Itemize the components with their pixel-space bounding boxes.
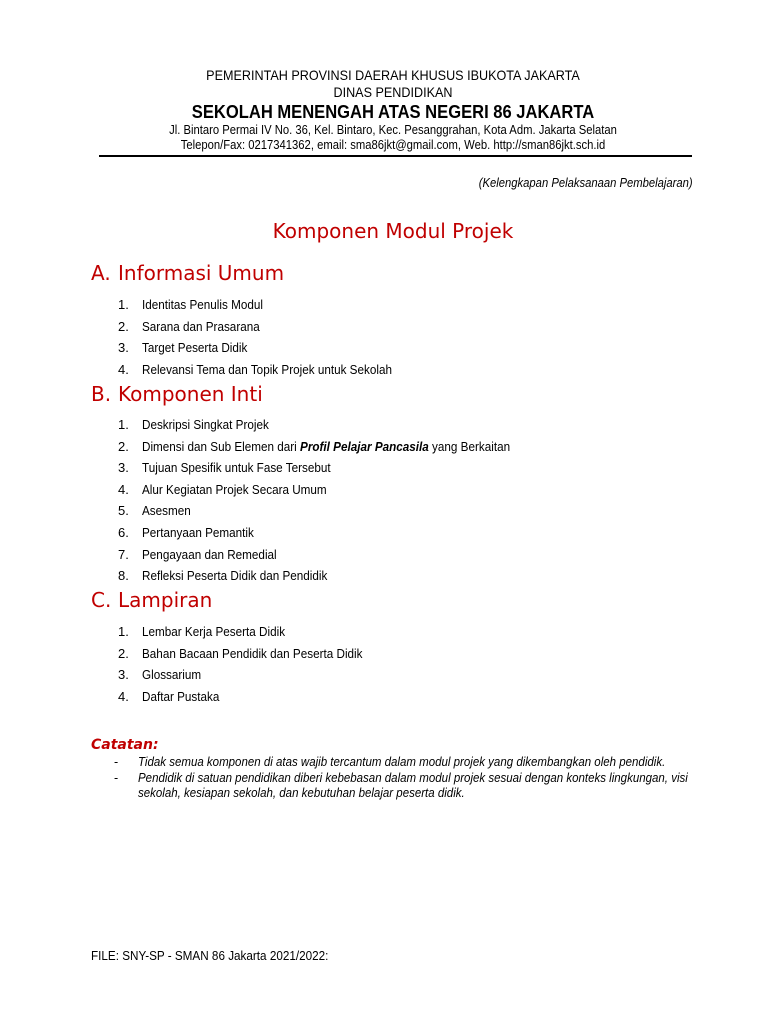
list-number: 5. [118,503,129,519]
list-number: 4. [118,481,129,497]
section-letter: A. [91,261,111,285]
list-text: Relevansi Tema dan Topik Projek untuk Sekolah [142,361,392,377]
footer-file-label: FILE: SNY-SP - SMAN 86 Jakarta 2021/2022: [91,948,329,963]
list-text-emphasis: Profil Pelajar Pancasila [300,438,429,454]
list-number: 3. [118,340,129,356]
note-dash: - [114,755,119,769]
section-a-heading [91,261,284,285]
list-item [118,416,551,438]
section-letter: C. [91,588,112,612]
list-item [118,645,387,667]
letterhead-address: Jl. Bintaro Permai IV No. 36, Kel. Bintaro, Kec. Pesanggrahan, Kota Adm. Jakarta Selatan [169,123,617,137]
list-text: Bahan Bacaan Pendidik dan Peserta Didik [142,645,363,661]
notes-title: Catatan: [91,737,159,753]
list-item [118,339,420,361]
section-b-heading [91,382,263,406]
letterhead-contact: Telepon/Fax: 0217341362, email: sma86jkt@gmail.com, Web. http://sman86jkt.sch.id [180,138,606,152]
letterhead [0,67,768,153]
note-item [114,771,694,802]
document-subtitle: (Kelengkapan Pelaksanaan Pembelajaran) [479,176,693,190]
list-item [118,481,551,503]
section-a-list [118,296,420,382]
list-item [118,502,551,524]
list-text: Asesmen [142,503,191,519]
list-text: Sarana dan Prasarana [142,318,260,334]
list-item [118,688,387,710]
list-text: Lembar Kerja Peserta Didik [142,624,286,639]
list-text: Glossarium [142,667,202,683]
list-item [118,666,387,688]
section-title: Lampiran [118,588,213,612]
note-text: Tidak semua komponen di atas wajib tercantum dalam modul projek yang dikembangkan oleh pendidik. [138,755,666,769]
section-title: Komponen Inti [118,382,263,406]
list-text: Tujuan Spesifik untuk Fase Tersebut [142,460,331,476]
list-number: 4. [118,361,129,377]
list-text: Target Peserta Didik [142,340,248,356]
list-text: Daftar Pustaka [142,688,220,704]
letterhead-divider [99,155,692,157]
list-number: 2. [118,318,129,334]
list-text-part: Dimensi dan Sub Elemen dari [142,438,301,454]
list-number: 1. [118,624,129,639]
section-c-list [118,623,387,709]
letterhead-government: PEMERINTAH PROVINSI DAERAH KHUSUS IBUKOTA JAKARTA [206,67,580,83]
list-number: 3. [118,667,129,683]
list-item [118,546,551,568]
list-item [118,296,420,318]
note-item [114,755,694,771]
list-item [118,459,551,481]
list-text: Pengayaan dan Remedial [142,546,277,562]
section-title: Informasi Umum [118,261,285,285]
list-text: Deskripsi Singkat Projek [142,417,269,432]
list-number: 3. [118,460,129,476]
section-c-heading [91,588,212,612]
note-dash: - [114,770,119,785]
list-item [118,567,551,589]
list-text-part: yang Berkaitan [428,438,511,454]
list-number: 6. [118,524,129,540]
letterhead-department: DINAS PENDIDIKAN [333,84,453,100]
list-number: 2. [118,645,129,661]
list-number: 1. [118,417,129,432]
section-b-list [118,416,551,589]
list-number: 4. [118,688,129,704]
list-number: 2. [118,438,129,454]
list-number: 7. [118,546,129,562]
list-number: 8. [118,568,129,584]
list-item [118,524,551,546]
list-item [118,623,387,645]
list-text: Identitas Penulis Modul [142,297,263,312]
list-number: 1. [118,297,129,312]
list-item [118,318,420,340]
note-text: Pendidik di satuan pendidikan diberi kebebasan dalam modul projek sesuai dengan konteks lingkungan, visi sekolah, kesiapan sekolah, dan kebutuhan belajar peserta didik. [138,770,688,800]
list-text [142,438,510,455]
list-text: Pertanyaan Pemantik [142,524,254,540]
list-text: Alur Kegiatan Projek Secara Umum [142,481,327,497]
letterhead-school-name: SEKOLAH MENENGAH ATAS NEGERI 86 JAKARTA [191,102,595,122]
section-letter: B. [91,382,112,406]
list-item [118,361,420,383]
list-text: Refleksi Peserta Didik dan Pendidik [142,568,328,584]
document-title: Komponen Modul Projek [272,219,514,243]
list-item [118,438,551,460]
notes-list [114,755,694,802]
